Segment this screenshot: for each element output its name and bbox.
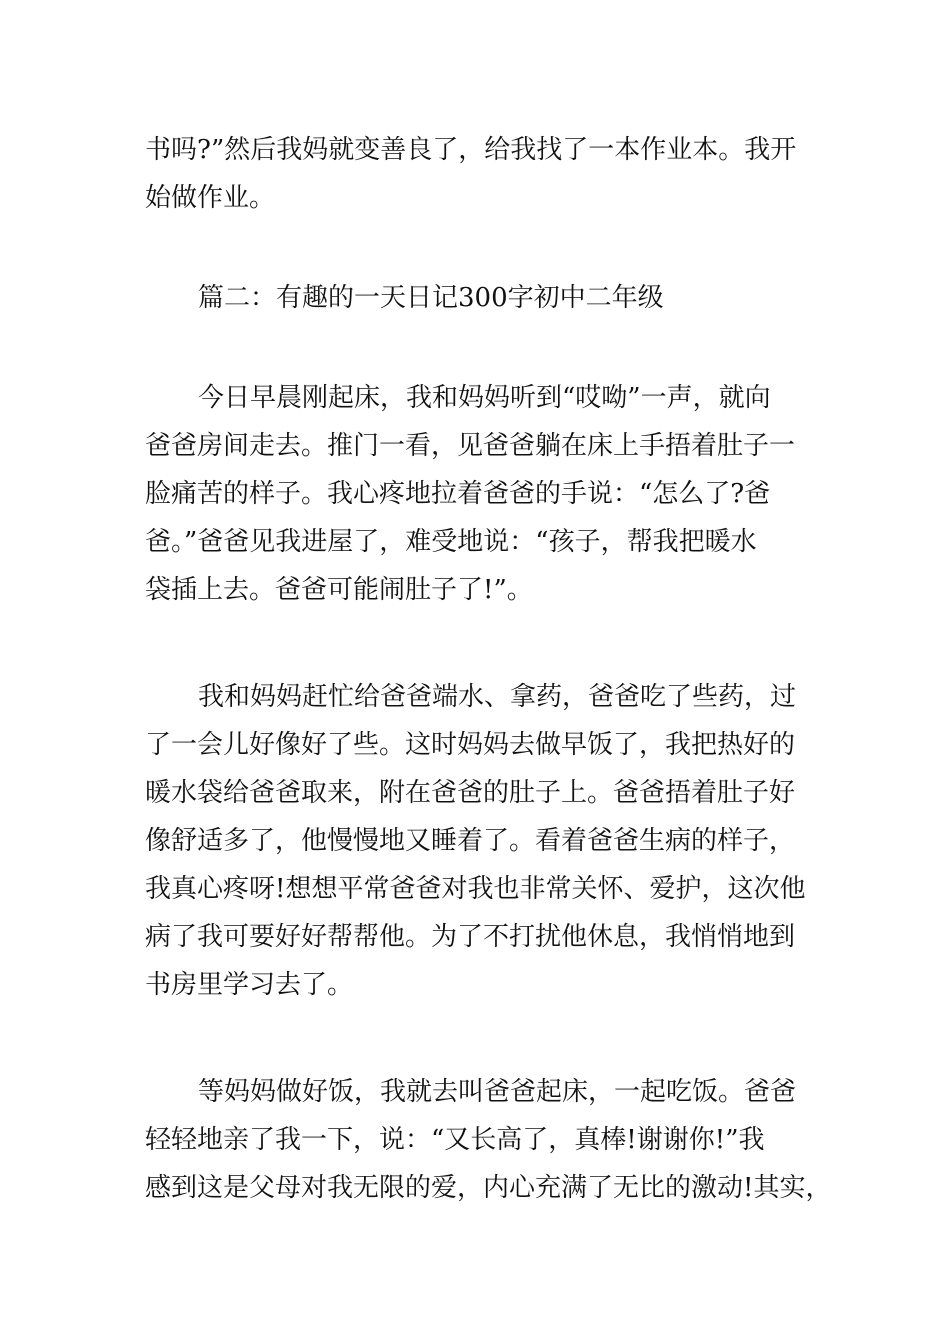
- text-line: 书吗?”然后我妈就变善良了，给我找了一本作业本。我开: [145, 135, 797, 165]
- paragraph-1: [145, 374, 835, 614]
- paragraph-3: [145, 1068, 835, 1212]
- section-heading: [145, 274, 835, 322]
- text-line: 我和妈妈赶忙给爸爸端水、拿药，爸爸吃了些药，过: [198, 682, 797, 712]
- text-line: 像舒适多了，他慢慢地又睡着了。看着爸爸生病的样子，: [145, 826, 796, 856]
- text-line: 了一会儿好像好了些。这时妈妈去做早饭了，我把热好的: [145, 730, 796, 760]
- text-line: 脸痛苦的样子。我心疼地拉着爸爸的手说：“怎么了?爸: [145, 479, 771, 509]
- paragraph-continued: [145, 126, 835, 222]
- text-line: 书房里学习去了。: [145, 970, 354, 1000]
- text-line: 爸。”爸爸见我进屋了，难受地说：“孩子，帮我把暖水: [145, 527, 757, 557]
- text-line: 等妈妈做好饭，我就去叫爸爸起床，一起吃饭。爸爸: [198, 1077, 797, 1107]
- heading-text: 篇二：有趣的一天日记300字初中二年级: [198, 283, 664, 313]
- paragraph-2: [145, 673, 835, 1009]
- text-line: 袋插上去。爸爸可能闹肚子了!”。: [145, 575, 533, 605]
- text-line: 今日早晨刚起床，我和妈妈听到“哎呦”一声，就向: [198, 383, 771, 413]
- text-line: 暖水袋给爸爸取来，附在爸爸的肚子上。爸爸捂着肚子好: [145, 778, 796, 808]
- text-line: 感到这是父母对我无限的爱，内心充满了无比的激动!其实，: [145, 1173, 832, 1203]
- text-line: 轻轻地亲了我一下，说：“又长高了，真棒!谢谢你!”我: [145, 1125, 765, 1155]
- text-line: 爸爸房间走去。推门一看，见爸爸躺在床上手捂着肚子一: [145, 431, 796, 461]
- text-line: 我真心疼呀!想想平常爸爸对我也非常关怀、爱护，这次他: [145, 874, 806, 904]
- text-line: 始做作业。: [145, 183, 276, 213]
- text-line: 病了我可要好好帮帮他。为了不打扰他休息，我悄悄地到: [145, 922, 796, 952]
